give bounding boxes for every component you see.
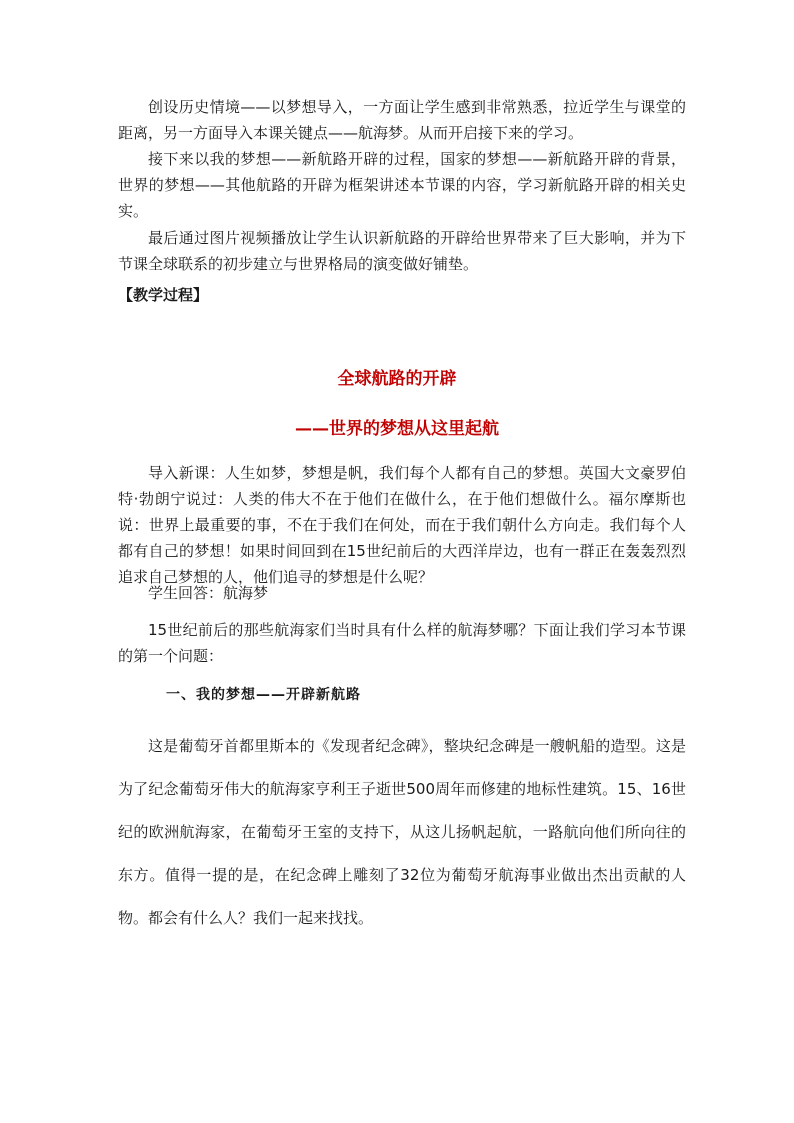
intro-paragraph-3: 最后通过图片视频播放让学生认识新航路的开辟给世界带来了巨大影响，并为下节课全球联系的初步建立与世界格局的演变做好铺垫。	[118, 229, 686, 273]
monument-paragraph: 这是葡萄牙首都里斯本的《发现者纪念碑》，整块纪念碑是一艘帆船的造型。这是为了纪念葡萄牙伟大的航海家亨利王子逝世500周年而修建的地标性建筑。15、16世纪的欧洲航海家，在葡萄牙王室的支持下，从这儿扬帆起航，一路航向他们所向往的东方。值得一提的是，在纪念碑上雕刻了32位为葡萄牙航海事业做出杰出贡献的人物。都会有什么人？我们一起来找找。	[118, 737, 686, 927]
lesson-subtitle: ——世界的梦想从这里起航	[295, 419, 499, 439]
section-label-teaching-process: 【教学过程】	[118, 286, 209, 304]
intro-paragraph-1: 创设历史情境——以梦想导入，一方面让学生感到非常熟悉，拉近学生与课堂的距离，另一方面导入本课关键点——航海梦。从而开启接下来的学习。	[118, 98, 686, 142]
question-paragraph: 15世纪前后的那些航海家们当时具有什么样的航海梦哪？下面让我们学习本节课的第一个问题：	[118, 621, 686, 665]
lesson-title: 全球航路的开辟	[337, 369, 457, 389]
subheading-my-dream: 一、我的梦想——开辟新航路	[166, 687, 361, 703]
intro-paragraph-2: 接下来以我的梦想——新航路开辟的过程，国家的梦想——新航路开辟的背景，世界的梦想——其他航路的开辟为框架讲述本节课的内容，学习新航路开辟的相关史实。	[118, 150, 686, 220]
lead-in-paragraph: 导入新课：人生如梦，梦想是帆，我们每个人都有自己的梦想。英国大文豪罗伯特·勃朗宁说过：人类的伟大不在于他们在做什么，在于他们想做什么。福尔摩斯也说：世界上最重要的事，不在于我们在何处，而在于我们朝什么方向走。我们每个人都有自己的梦想！如果时间回到在15世纪前后的大西洋岸边，也有一群正在轰轰烈烈追求自己梦想的人，他们追寻的梦想是什么呢？	[118, 464, 686, 586]
student-answer: 学生回答：航海梦	[148, 584, 269, 602]
